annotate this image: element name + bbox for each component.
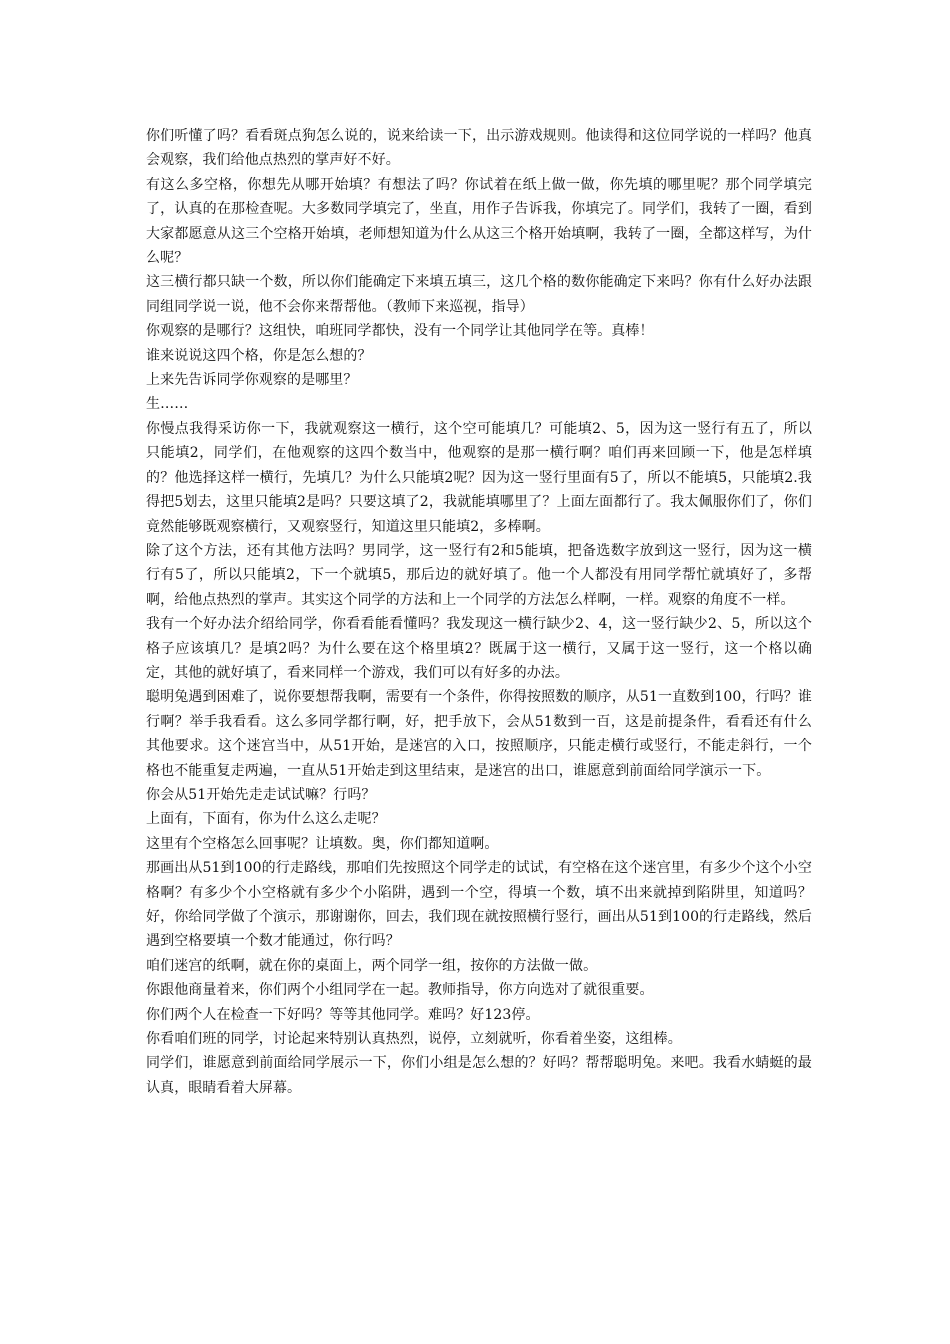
paragraph: 我有一个好办法介绍给同学，你看看能看懂吗？我发现这一横行缺少2、4，这一竖行缺少2、5，所以这个格子应该填几？是填2吗？为什么要在这个格里填2？既属于这一横行，又属于这一竖行，这一个格以确定，其他的就好填了，看来同样一个游戏，我们可以有好多的办法。 <box>146 616 812 681</box>
paragraph: 这三横行都只缺一个数，所以你们能确定下来填五填三，这几个格的数你能确定下来吗？你有什么好办法跟同组同学说一说，他不会你来帮帮他。（教师下来巡视，指导） <box>146 274 812 315</box>
paragraph: 这里有个空格怎么回事呢？让填数。奥，你们都知道啊。 <box>146 835 499 852</box>
paragraph: 同学们，谁愿意到前面给同学展示一下，你们小组是怎么想的？好吗？帮帮聪明兔。来吧。我看水蜻蜓的最认真，眼睛看着大屏幕。 <box>146 1055 812 1096</box>
paragraph: 那画出从51到100的行走路线，那咱们先按照这个同学走的试试，有空格在这个迷宫里，有多少个这个小空格啊？有多少个小空格就有多少个小陷阱，遇到一个空，得填一个数，填不出来就掉到陷阱里，知道吗？好，你给同学做了个演示，那谢谢你，回去，我们现在就按照横行竖行，画出从51到100的行走路线，然后遇到空格要填一个数才能通过，你行吗？ <box>146 860 812 950</box>
document-body <box>146 124 812 1100</box>
paragraph: 谁来说说这四个格，你是怎么想的？ <box>146 347 372 364</box>
paragraph: 咱们迷宫的纸啊，就在你的桌面上，两个同学一组，按你的方法做一做。 <box>146 957 598 974</box>
paragraph: 生…… <box>146 396 189 413</box>
paragraph: 你们两个人在检查一下好吗？等等其他同学。难吗？好123停。 <box>146 1006 540 1023</box>
paragraph: 你会从51开始先走走试试嘛？行吗？ <box>146 786 376 803</box>
paragraph: 除了这个方法，还有其他方法吗？男同学，这一竖行有2和5能填，把备选数字放到这一竖行，因为这一横行有5了，所以只能填2，下一个就填5，那后边的就好填了。他一个人都没有用同学帮忙就填好了，多帮啊，给他点热烈的掌声。其实这个同学的方法和上一个同学的方法怎么样啊，一样。观察的角度不一样。 <box>146 542 812 608</box>
paragraph: 你跟他商量着来，你们两个小组同学在一起。教师指导，你方向选对了就很重要。 <box>146 982 654 999</box>
paragraph: 你慢点我得采访你一下，我就观察这一横行，这个空可能填几？可能填2、5，因为这一竖行有五了，所以只能填2，同学们，在他观察的这四个数当中，他观察的是那一横行啊？咱们再来回顾一下，他是怎样填的？他选择这样一横行，先填几？为什么只能填2呢？因为这一竖行里面有5了，所以不能填5，只能填2.我得把5划去，这里只能填2是吗？只要这填了2，我就能填哪里了？上面左面都行了。我太佩服你们了，你们竟然能够既观察横行，又观察竖行，知道这里只能填2，多棒啊。 <box>146 420 812 535</box>
paragraph: 上面有，下面有，你为什么这么走呢？ <box>146 811 386 828</box>
paragraph: 有这么多空格，你想先从哪开始填？有想法了吗？你试着在纸上做一做，你先填的哪里呢？那个同学填完了，认真的在那检查呢。大多数同学填完了，坐直，用作子告诉我，你填完了。同学们，我转了一圈，看到大家都愿意从这三个空格开始填，老师想知道为什么从这三个格开始填啊，我转了一圈，全都这样写，为什么呢？ <box>146 176 812 267</box>
paragraph: 聪明兔遇到困难了，说你要想帮我啊，需要有一个条件，你得按照数的顺序，从51一直数到100，行吗？谁行啊？举手我看看。这么多同学都行啊，好，把手放下，会从51数到一百，这是前提条件，看看还有什么其他要求。这个迷宫当中，从51开始，是迷宫的入口，按照顺序，只能走横行或竖行，不能走斜行，一个格也不能重复走两遍，一直从51开始走到这里结束，是迷宫的出口，谁愿意到前面给同学演示一下。 <box>146 689 812 779</box>
paragraph: 你看咱们班的同学，讨论起来特别认真热烈，说停，立刻就听，你看着坐姿，这组棒。 <box>146 1031 682 1048</box>
paragraph: 上来先告诉同学你观察的是哪里？ <box>146 372 358 389</box>
paragraph: 你们听懂了吗？看看斑点狗怎么说的，说来给读一下，出示游戏规则。他读得和这位同学说的一样吗？他真会观察，我们给他点热烈的掌声好不好。 <box>146 128 812 169</box>
paragraph: 你观察的是哪行？这组快，咱班同学都快，没有一个同学让其他同学在等。真棒！ <box>146 323 654 340</box>
